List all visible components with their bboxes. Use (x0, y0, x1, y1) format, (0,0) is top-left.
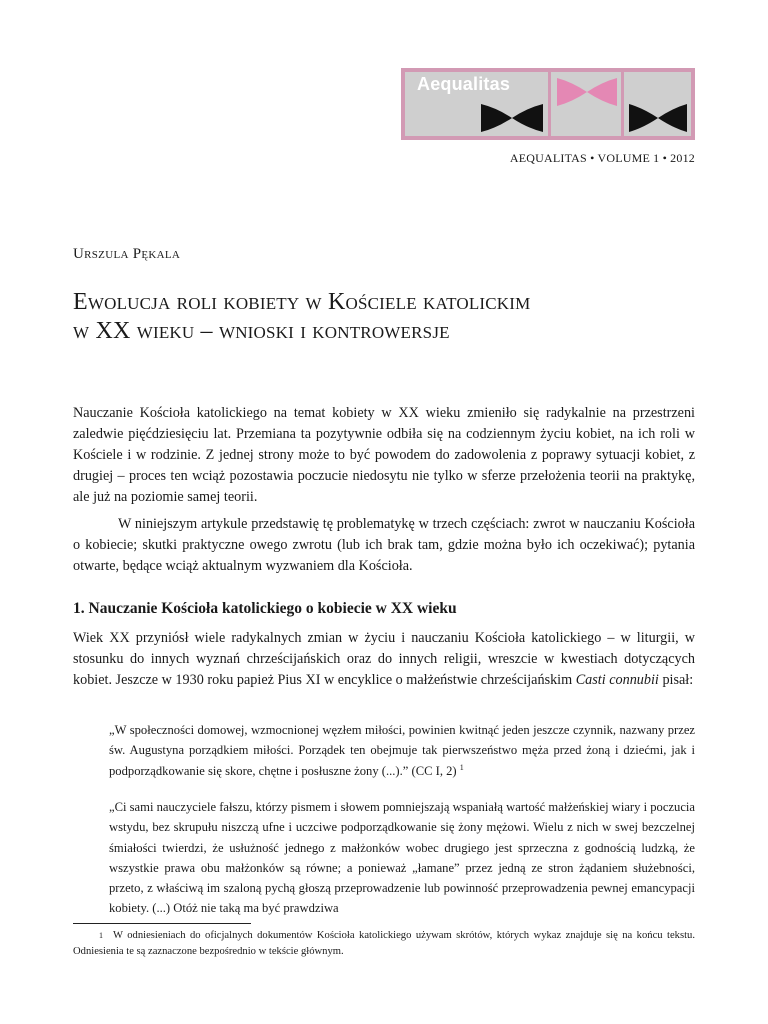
bow-icon (557, 76, 617, 108)
body-paragraph (73, 628, 695, 691)
article-title (73, 288, 695, 346)
logo-text: Aequalitas (417, 74, 511, 94)
journal-line: AEQUALITAS • VOLUME 1 • 2012 (509, 151, 695, 165)
author-name: Urszula Pękala (73, 246, 181, 262)
block-quote: „Ci sami nauczyciele fałszu, którzy pismem i słowem pomniejszają wspaniałą wartość małżeńskiej wiary i poczucia wstydu, bez skrupułu niszczą ufne i uczciwe podporządkowanie się żony mężowi. Wielu z nich w swej bezczelnej śmiałości twierdzi, że usłużność jednego z małżonków wobec drugiego jest sprzeczna z godnością ludzką, że wszystkie prawa obu małżonków są równe; a ponieważ „łamane” przez jedną ze stron żądaniem służebności, przeto, z właściwą im szaloną pychą głoszą przeprowadzenie lub powinność przeprowadzenia pewnej emancypacji kobiety. (...) Otóż nie taką ma być prawdziwa (109, 800, 695, 916)
paragraph-text: pisał: (658, 671, 694, 688)
body-paragraph: W niniejszym artykule przedstawię tę problematykę w trzech częściach: zwrot w nauczaniu Kościoła o kobiecie; skutki praktyczne owego zwrotu (lub ich brak tam, gdzie można było ich oczekiwać); pytania otwarte, będące wciąż aktualnym wyzwaniem dla Kościoła. (73, 516, 695, 574)
block-quote (109, 720, 695, 781)
footnote-text: W odniesieniach do oficjalnych dokumentów Kościoła katolickiego używam skrótów, których wykaz znajduje się na końcu tekstu. Odniesienia te są zaznaczone bezpośrednio w tekście głównym. (73, 930, 695, 957)
body-paragraph: Nauczanie Kościoła katolickiego na temat kobiety w XX wieku zmieniło się radykalnie na przestrzeni zaledwie pięćdziesięciu lat. Przemiana ta pozytywnie odbiła się na codziennym życiu kobiet, na ich roli w Kościele i w rodzinie. Z jednej strony może to być powodem do zadowolenia z poprawy sytuacji kobiet, z drugiej – proces ten wciąż pozostawia poczucie niedosytu nie tylko w sferze przełożenia teorii na praktykę, ale już na poziomie samej teorii. (73, 405, 695, 505)
footnote-number: 1 (99, 931, 103, 940)
section-heading: 1. Nauczanie Kościoła katolickiego o kobiecie w XX wieku (73, 600, 457, 617)
footnote-ref[interactable]: 1 (459, 762, 464, 772)
journal-logo (401, 68, 695, 140)
footnote-divider (73, 923, 251, 924)
footnote (73, 928, 695, 959)
title-line: Ewolucja roli kobiety w Kościele katolickim (73, 289, 531, 315)
quote-text: „W społeczności domowej, wzmocnionej węzłem miłości, powinien kwitnąć jeden jeszcze czynnik, nazwany przez św. Augustyna porządkiem miłości. Porządek ten obejmuje tak pierwszeństwo męża przed żoną i dziećmi, jak i podporządkowanie się skore, chętne i posłuszne żony (...).” (CC I, 2) (109, 723, 695, 778)
bow-icon (629, 102, 687, 134)
paragraph-text: Wiek XX przyniósł wiele radykalnych zmian w życiu i nauczaniu Kościoła katolickiego – w liturgii, w stosunku do innych wyznań chrześcijańskich oraz do innych religii, wreszcie w kwestiach dotyczących kobiet. Jeszcze w 1930 roku papież Pius XI w encyklice o małżeństwie chrześcijańskim (73, 630, 695, 688)
title-line: w XX wieku – wnioski i kontrowersje (73, 318, 450, 344)
encyclical-title: Casti connubii (575, 671, 659, 688)
bow-icon (481, 102, 543, 134)
